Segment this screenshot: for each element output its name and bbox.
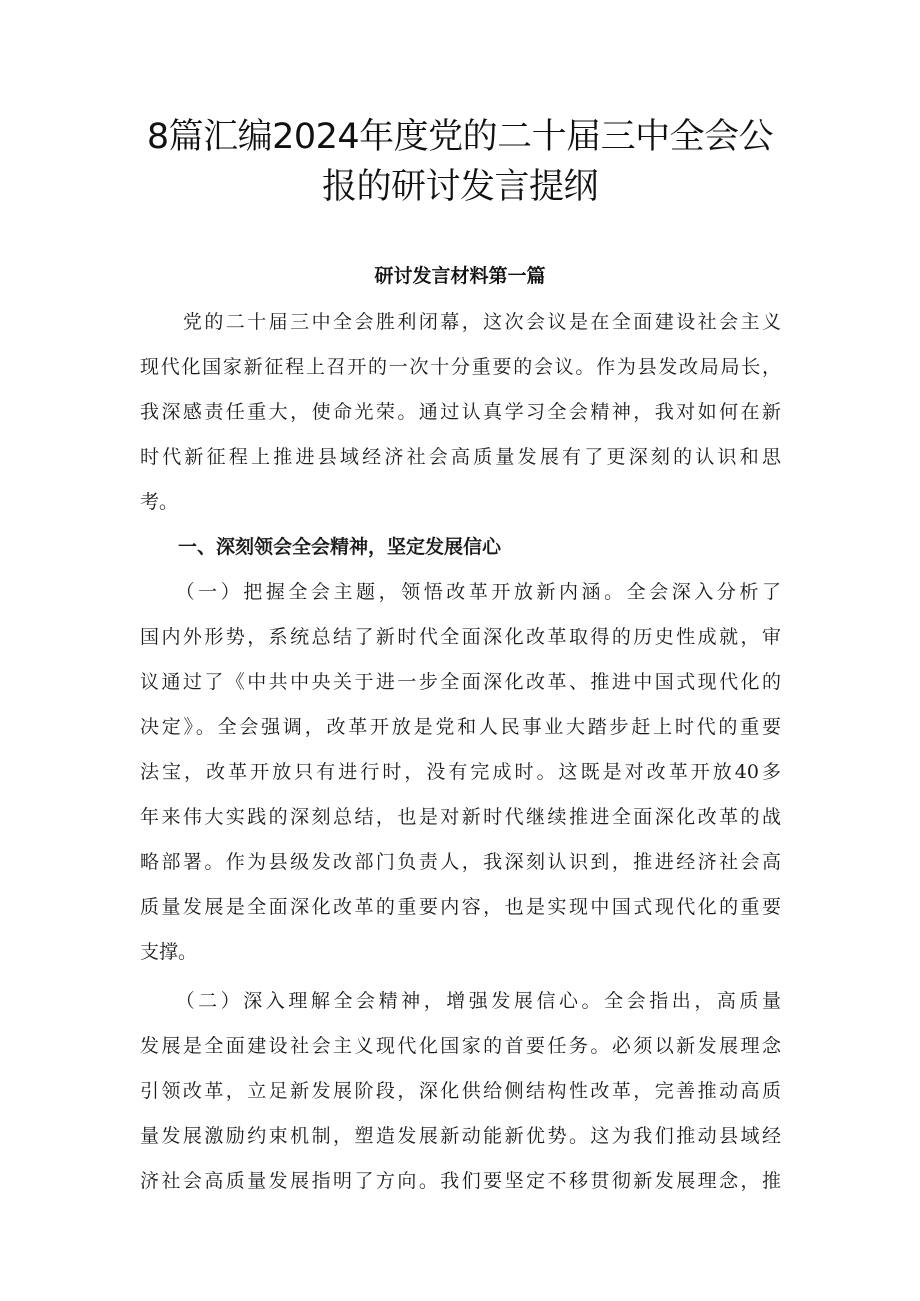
document-body: [140, 300, 781, 1204]
paragraph-section-1-2: [140, 979, 781, 1204]
paragraph-line: 决定》。全会强调，改革开放是党和人民事业大踏步赶上时代的重要: [140, 716, 781, 738]
paragraph-line: 略部署。作为县级发改部门负责人，我深刻认识到，推进经济社会高: [140, 851, 781, 873]
paragraph-line: 国内外形势，系统总结了新时代全面深化改革取得的历史性成就，审: [140, 626, 781, 648]
subheading-one: 一、深刻领会全会精神，坚定发展信心: [178, 536, 502, 558]
paragraph-line: 支撑。: [140, 941, 198, 963]
paragraph-line: 量发展激励约束机制，塑造发展新动能新优势。这为我们推动县域经: [140, 1125, 781, 1147]
paragraph-line: 质量发展是全面深化改革的重要内容，也是实现中国式现代化的重要: [140, 896, 781, 918]
paragraph-line: 时代新征程上推进县域经济社会高质量发展有了更深刻的认识和思: [140, 446, 781, 468]
paragraph-line: 考。: [140, 491, 179, 513]
paragraph-line: 现代化国家新征程上召开的一次十分重要的会议。作为县发改局局长，: [140, 356, 781, 378]
paragraph-line: 发展是全面建设社会主义现代化国家的首要任务。必须以新发展理念: [140, 1035, 781, 1057]
paragraph-line: 党的二十届三中全会胜利闭幕，这次会议是在全面建设社会主义: [140, 311, 781, 333]
title-line-2: 报的研讨发言提纲: [321, 167, 598, 207]
paragraph-line: 议通过了《中共中央关于进一步全面深化改革、推进中国式现代化的: [140, 671, 781, 693]
paragraph-line: 年来伟大实践的深刻总结，也是对新时代继续推进全面深化改革的战: [140, 806, 781, 828]
paragraph-line: 法宝，改革开放只有进行时，没有完成时。这既是对改革开放40多: [140, 761, 781, 783]
paragraph-line: 济社会高质量发展指明了方向。我们要坚定不移贯彻新发展理念，推: [140, 1170, 781, 1192]
paragraph-line: （一）把握全会主题，领悟改革开放新内涵。全会深入分析了: [140, 581, 781, 603]
document-title: [100, 112, 820, 212]
paragraph-intro: [140, 300, 781, 525]
paragraph-section-1-1: [140, 570, 781, 975]
title-line-1: 8篇汇编2024年度党的二十届三中全会公: [146, 117, 774, 157]
paragraph-line: （二）深入理解全会精神，增强发展信心。全会指出，高质量: [140, 990, 781, 1012]
paragraph-line: 引领改革，立足新发展阶段，深化供给侧结构性改革，完善推动高质: [140, 1080, 781, 1102]
section-heading: 研讨发言材料第一篇: [374, 265, 546, 287]
paragraph-line: 我深感责任重大，使命光荣。通过认真学习全会精神，我对如何在新: [140, 401, 781, 423]
